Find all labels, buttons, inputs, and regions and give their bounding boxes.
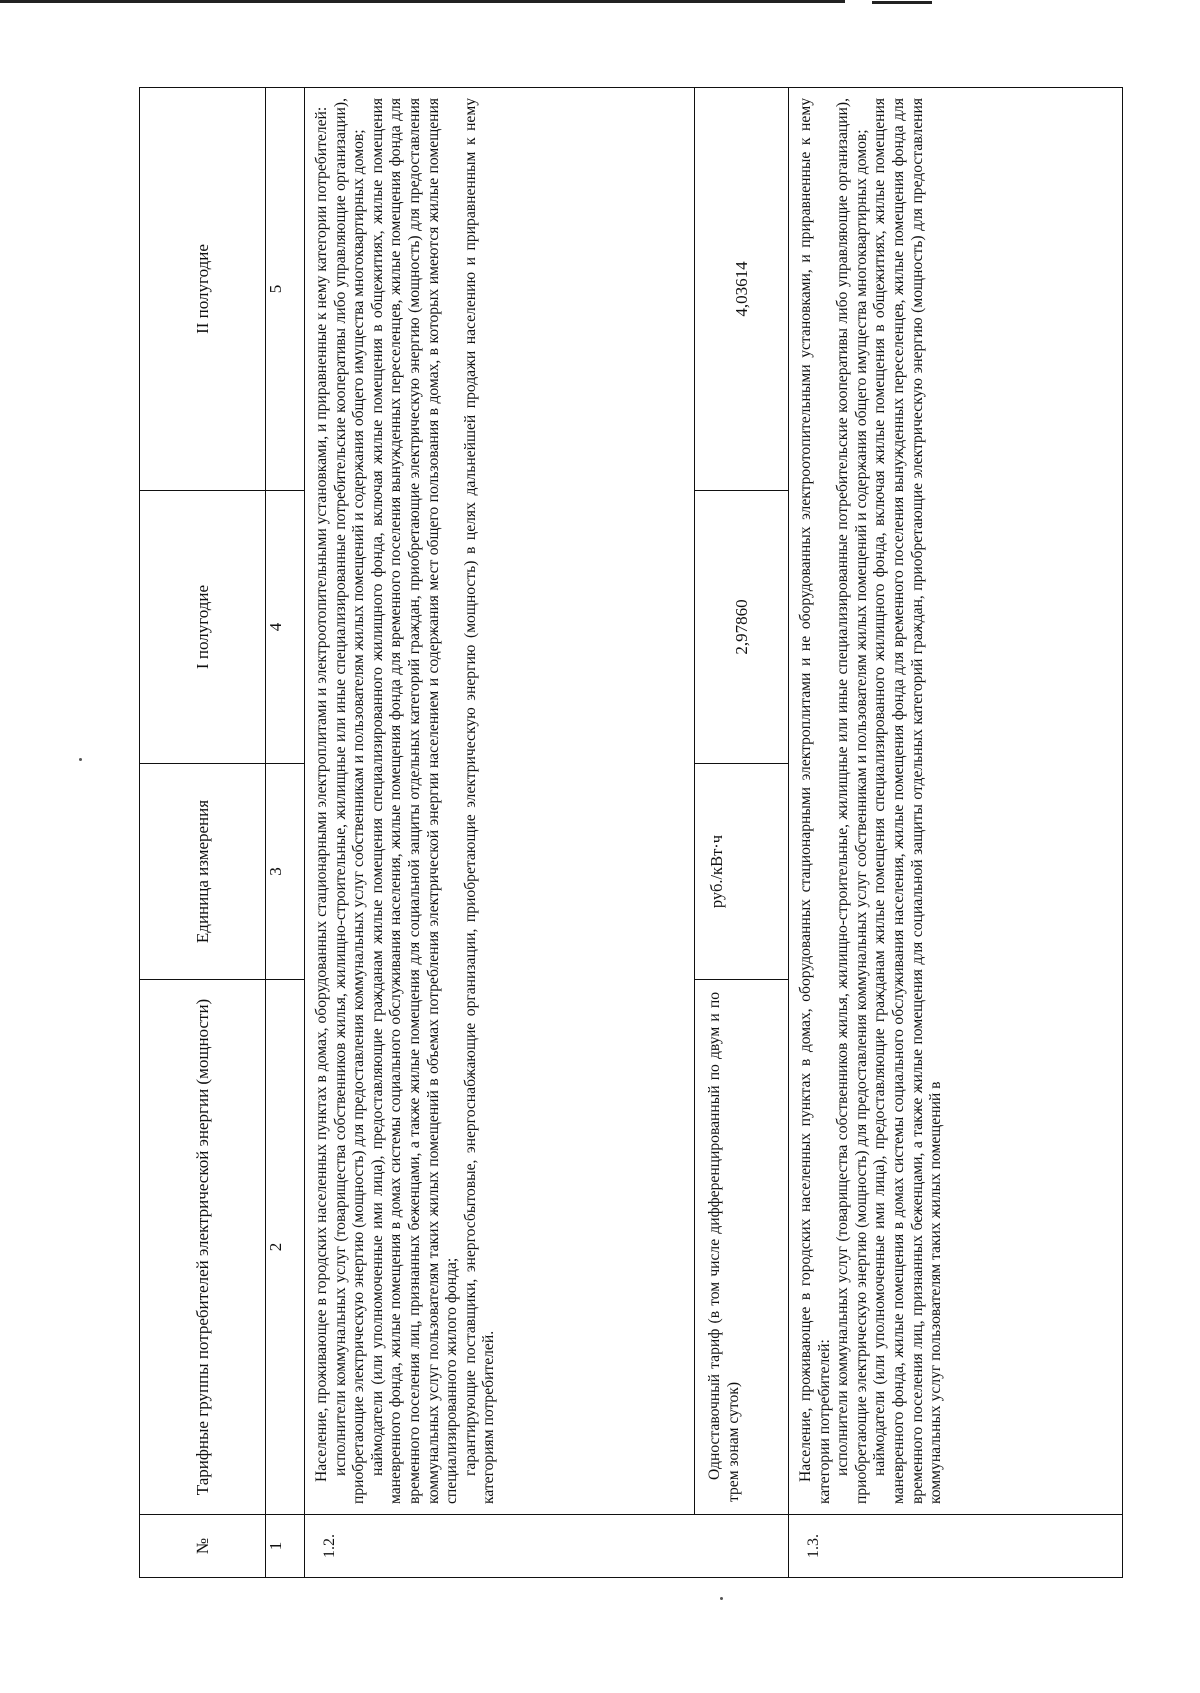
section-1-2-paragraph: наймодатели (или уполномоченные ими лица), предоставляющие гражданам жилые помещения специализированного жилищного фонда, включая жилые помещения в общежитиях, жилые помещения маневренного фонда, жилые помещения в домах системы социального обслуживания населения, жилые помещения фонда для временного поселения вынужденных переселенцев, жилые помещения фонда для временного поселения лиц, признанных беженцами, а также жилые помещения для социальной защиты отдельных категорий граждан, приобретающие электрическую энергию (мощность) для предоставления коммунальных услуг пользователям таких жилых помещений в объемах потребления электрической энергии населением и содержания мест общего пользования в домах, в которых имеются жилые помещения специализированного жилого фонда; [368,98,461,1504]
section-1-3-paragraph: исполнители коммунальных услуг (товарищества собственников жилья, жилищно-строительные, жилищные или иные специализированные потребительские кооперативы либо управляющие организации), приобретающие электрическую энергию (мощность) для предоставления коммунальных услуг собственникам и пользователям жилых помещений и содержания общего имущества многоквартирных домов; [834,98,870,1504]
section-1-2-value-h1: 2,97860 [695,491,789,764]
section-1-2-description [305,88,695,1515]
tariff-table [139,87,1123,1578]
section-1-2-paragraph: Население, проживающее в городских населенных пунктах в домах, оборудованных стационарными электроплитами и электроотопительными установками, и приравненные к нему категории потребителей: [313,106,330,1482]
header-number: № [140,1515,266,1578]
header-second-half: II полугодие [140,88,266,491]
section-1-2-paragraph: гарантирующие поставщики, энергосбытовые, энергоснабжающие организации, приобретающие электрическую энергию (мощность) в целях дальнейшей продажи населению и приравненным к нему категориям потребителей. [461,98,498,1504]
scan-speck [79,758,82,761]
column-number: 2 [266,980,305,1515]
section-1-2-paragraph: исполнители коммунальных услуг (товарищества собственников жилья, жилищно-строительные, жилищные или иные специализированные потребительские кооперативы либо управляющие организации), приобретающие электрическую энергию (мощность) для предоставления коммунальных услуг собственникам и пользователям жилых помещений и содержания общего имущества многоквартирных домов; [331,98,368,1504]
section-1-2-id: 1.2. [305,1515,789,1578]
page-top-edge [0,0,1200,4]
scan-edge-line [872,1,932,4]
section-1-2-description-row [305,88,695,1578]
section-1-2-value-h2: 4,03614 [695,88,789,491]
section-1-3-description [789,88,1123,1515]
section-1-2-unit: руб./кВт·ч [695,764,789,980]
rotated-page-content [139,88,1123,1578]
section-1-3-paragraph: наймодатели (или уполномоченные ими лица), предоставляющие гражданам жилые помещения специализированного жилищного фонда, включая жилые помещения в общежитиях, жилые помещения маневренного фонда, жилые помещения в домах системы социального обслуживания населения, жилые помещения фонда для временного поселения вынужденных переселенцев, жилые помещения фонда для временного поселения лиц, признанных беженцами, а также жилые помещения для социальной защиты отдельных категорий граждан, приобретающие электрическую энергию (мощность) для предоставления коммунальных услуг пользователям таких жилых помещений в [871,98,945,1504]
column-number: 3 [266,764,305,980]
section-1-2-tariff-row [695,88,789,1578]
column-number: 5 [266,88,305,491]
scan-edge-line [0,0,845,3]
section-1-3-description-row [789,88,1123,1578]
scan-speck [720,1597,723,1600]
section-1-2-tariff-name: Одноставочный тариф (в том числе дифференцированный по двум и по трем зонам суток) [695,980,789,1515]
section-1-3-id: 1.3. [789,1515,1123,1578]
header-unit: Единица измерения [140,764,266,980]
column-number: 4 [266,491,305,764]
header-row [140,88,266,1578]
column-number-row [266,88,305,1578]
header-first-half: I полугодие [140,491,266,764]
section-1-3-paragraph: Население, проживающее в городских населенных пунктах в домах, оборудованных стационарными электроплитами и не оборудованных электроотопительными установками, и приравненные к нему категории потребителей: [797,98,833,1504]
header-tariff-groups: Тарифные группы потребителей электрической энергии (мощности) [140,980,266,1515]
column-number: 1 [266,1515,305,1578]
